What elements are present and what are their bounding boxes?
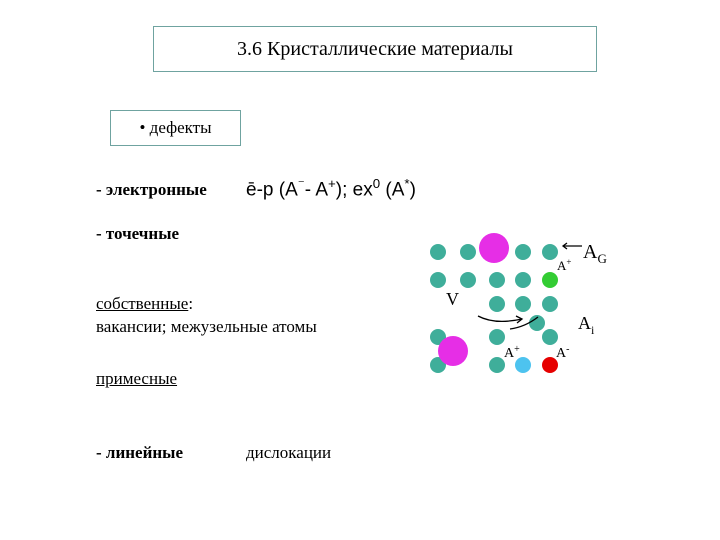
linear-description: дислокации (246, 443, 332, 462)
intrinsic-heading-text: собственные (96, 294, 189, 313)
lattice-atom (460, 244, 476, 260)
formula-part-7: (A (380, 179, 405, 201)
lattice-atom (542, 329, 558, 345)
interstitial-label: $A_i$ (578, 313, 595, 337)
impurity-plus-label: A+ (504, 344, 520, 361)
crystal-lattice-diagram (410, 225, 630, 385)
formula-part-3: - A (304, 179, 329, 201)
electronic-formula (246, 176, 416, 201)
vacancy-label: V (446, 289, 459, 309)
lattice-atom (489, 357, 505, 373)
intrinsic-heading-colon: : (188, 294, 194, 313)
title-box (153, 26, 597, 72)
lattice-atom (489, 296, 505, 312)
lattice-atom (489, 329, 505, 345)
formula-part-1: ē-p (A (246, 179, 298, 201)
lattice-atom (542, 244, 558, 260)
formula-part-2: ⁻ (297, 176, 305, 191)
slide-title: 3.6 Кристаллические материалы (237, 37, 513, 60)
lattice-atom (430, 244, 446, 260)
antisite-label: $A_G$ (583, 241, 607, 266)
antisite-atom (542, 272, 558, 288)
formula-part-4: + (328, 176, 336, 191)
electronic-label: - электронные (96, 180, 207, 199)
defects-box (110, 110, 241, 146)
lattice-atom (515, 272, 531, 288)
impurity-heading: примесные (96, 369, 178, 388)
linear-defects-label: - линейные (96, 443, 183, 462)
lattice-atom (542, 296, 558, 312)
impurity-minus-label: A- (556, 344, 570, 361)
formula-part-6: 0 (372, 176, 381, 191)
intrinsic-heading (96, 294, 193, 314)
large-atom-top (479, 233, 509, 263)
lattice-atom (489, 272, 505, 288)
lattice-atom (515, 244, 531, 260)
formula-part-5: ); ex (335, 179, 373, 201)
defects-label: • дефекты (139, 118, 212, 137)
lattice-atom (515, 296, 531, 312)
substitution-atom-plus (515, 357, 531, 373)
intrinsic-description: вакансии; межузельные атомы (96, 317, 317, 336)
formula-part-8: * (404, 176, 410, 191)
lattice-atom (430, 272, 446, 288)
formula-part-9: ) (409, 179, 416, 201)
vacancy-arrow (478, 316, 522, 321)
lattice-atom (460, 272, 476, 288)
large-atom-left (438, 336, 468, 366)
point-defects-label: - точечные (96, 224, 180, 243)
substitution-plus-label: A+ (557, 257, 572, 273)
